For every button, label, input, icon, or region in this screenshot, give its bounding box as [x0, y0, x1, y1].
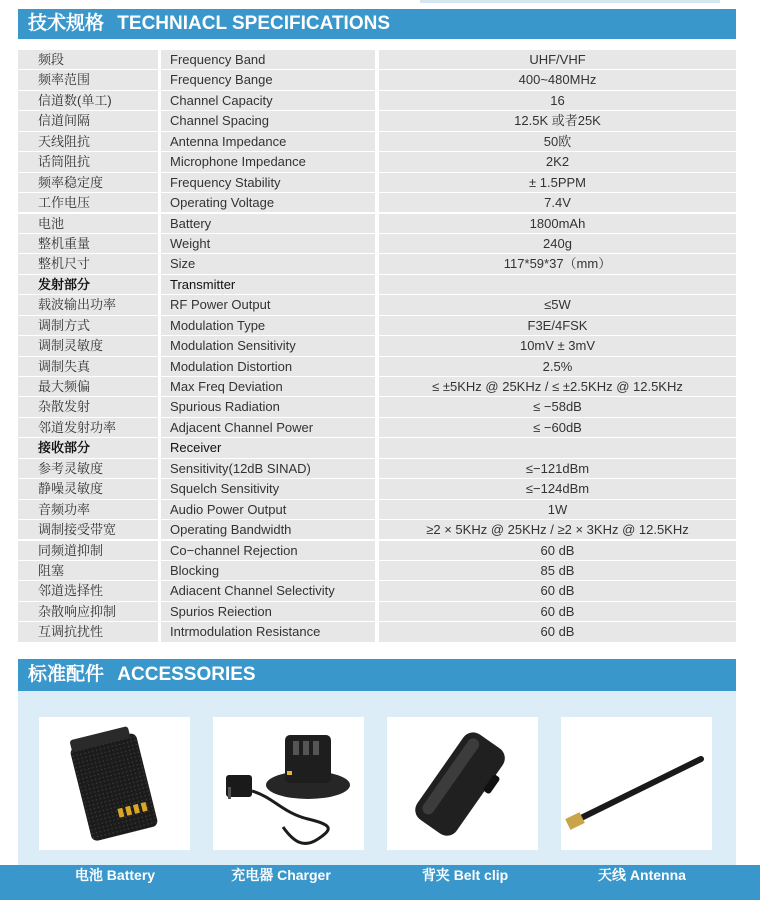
spec-label-zh: 频率范围: [18, 70, 158, 89]
spec-section-header: [18, 9, 736, 39]
spec-label-en: Receiver: [161, 438, 375, 457]
spec-label-en: Frequency Stability: [161, 173, 375, 192]
spec-label-en: Antenna Impedance: [161, 132, 375, 151]
spec-label-zh: 杂散发射: [18, 397, 158, 416]
spec-row: [18, 500, 736, 519]
accessory-card-antenna: [561, 717, 712, 850]
spec-row: [18, 459, 736, 478]
spec-row: [18, 622, 736, 641]
spec-row: [18, 254, 736, 273]
spec-value: ± 1.5PPM: [379, 173, 736, 192]
spec-row: [18, 357, 736, 376]
spec-value: ≤−121dBm: [379, 459, 736, 478]
spec-label-en: Modulation Sensitivity: [161, 336, 375, 355]
spec-label-en: Frequency Bange: [161, 70, 375, 89]
spec-value: 50欧: [379, 132, 736, 151]
spec-label-en: Spurious Radiation: [161, 397, 375, 416]
spec-value: F3E/4FSK: [379, 316, 736, 335]
spec-label-zh: 整机尺寸: [18, 254, 158, 273]
spec-label-zh: 调制接受带宽: [18, 520, 158, 539]
charger-icon: [213, 717, 364, 850]
spec-value: 10mV ± 3mV: [379, 336, 736, 355]
spec-section-row: [18, 275, 736, 294]
spec-row: [18, 336, 736, 355]
spec-label-zh: 邻道选择性: [18, 581, 158, 600]
spec-row: [18, 418, 736, 437]
battery-icon: [39, 717, 190, 850]
spec-label-en: Audio Power Output: [161, 500, 375, 519]
spec-row: [18, 316, 736, 335]
spec-label-en: Channel Capacity: [161, 91, 375, 110]
accessories-title-en: ACCESSORIES: [117, 664, 256, 685]
spec-label-en: Adjacent Channel Power: [161, 418, 375, 437]
spec-row: [18, 295, 736, 314]
accessory-label-battery: 电池 Battery: [74, 867, 156, 883]
spec-label-zh: 调制失真: [18, 357, 158, 376]
spec-label-en: Modulation Distortion: [161, 357, 375, 376]
spec-row: [18, 132, 736, 151]
spec-label-zh: 参考灵敏度: [18, 459, 158, 478]
spec-label-en: Microphone Impedance: [161, 152, 375, 171]
spec-row: [18, 581, 736, 600]
spec-value: 2.5%: [379, 357, 736, 376]
top-strip: [420, 0, 720, 3]
spec-row: [18, 193, 736, 212]
spec-value: 60 dB: [379, 541, 736, 560]
belt-clip-icon: [387, 717, 538, 850]
spec-row: [18, 214, 736, 233]
spec-value: 1W: [379, 500, 736, 519]
spec-row: [18, 111, 736, 130]
accessory-card-belt-clip: [387, 717, 538, 850]
spec-label-en: Squelch Sensitivity: [161, 479, 375, 498]
spec-row: [18, 50, 736, 69]
spec-label-en: Co−channel Rejection: [161, 541, 375, 560]
spec-label-zh: 阻塞: [18, 561, 158, 580]
spec-label-en: Adiacent Channel Selectivity: [161, 581, 375, 600]
spec-value: 1800mAh: [379, 214, 736, 233]
spec-label-zh: 最大频偏: [18, 377, 158, 396]
accessory-label-antenna: 天线 Antenna: [598, 867, 686, 883]
spec-label-zh: 静噪灵敏度: [18, 479, 158, 498]
spec-label-zh: 调制灵敏度: [18, 336, 158, 355]
spec-label-zh: 邻道发射功率: [18, 418, 158, 437]
spec-value: ≤5W: [379, 295, 736, 314]
spec-value: [379, 438, 736, 457]
spec-table: [18, 50, 736, 643]
spec-row: [18, 173, 736, 192]
spec-label-en: Frequency Band: [161, 50, 375, 69]
spec-value: ≤ −60dB: [379, 418, 736, 437]
spec-label-en: Spurios Reiection: [161, 602, 375, 621]
spec-row: [18, 541, 736, 560]
spec-row: [18, 91, 736, 110]
spec-label-zh: 同频道抑制: [18, 541, 158, 560]
spec-label-en: Transmitter: [161, 275, 375, 294]
accessory-label-belt-clip: 背夹 Belt clip: [421, 867, 509, 883]
spec-section-row: [18, 438, 736, 457]
spec-row: [18, 152, 736, 171]
spec-value: ≤ ±5KHz @ 25KHz / ≤ ±2.5KHz @ 12.5KHz: [379, 377, 736, 396]
spec-label-zh: 频段: [18, 50, 158, 69]
spec-label-en: Battery: [161, 214, 375, 233]
spec-label-zh: 信道间隔: [18, 111, 158, 130]
spec-value: ≤−124dBm: [379, 479, 736, 498]
spec-label-zh: 载波输出功率: [18, 295, 158, 314]
spec-value: 117*59*37（mm）: [379, 254, 736, 273]
spec-label-en: Weight: [161, 234, 375, 253]
spec-label-zh: 电池: [18, 214, 158, 233]
spec-value: 400~480MHz: [379, 70, 736, 89]
spec-value: 12.5K 或者25K: [379, 111, 736, 130]
spec-label-en: Operating Voltage: [161, 193, 375, 212]
spec-value: 16: [379, 91, 736, 110]
spec-value: 240g: [379, 234, 736, 253]
spec-row: [18, 602, 736, 621]
spec-label-zh: 工作电压: [18, 193, 158, 212]
accessory-label-charger: 充电器 Charger: [231, 867, 331, 883]
spec-label-en: Blocking: [161, 561, 375, 580]
spec-label-zh: 发射部分: [18, 275, 158, 294]
spec-label-zh: 接收部分: [18, 438, 158, 457]
spec-label-en: RF Power Output: [161, 295, 375, 314]
spec-label-zh: 频率稳定度: [18, 173, 158, 192]
accessories-section-header: [18, 659, 736, 691]
spec-title-en: TECHNIACL SPECIFICATIONS: [117, 13, 390, 34]
spec-row: [18, 234, 736, 253]
spec-row: [18, 520, 736, 539]
spec-value: UHF/VHF: [379, 50, 736, 69]
spec-label-zh: 天线阻抗: [18, 132, 158, 151]
spec-label-en: Size: [161, 254, 375, 273]
spec-label-en: Sensitivity(12dB SINAD): [161, 459, 375, 478]
spec-label-zh: 信道数(单工): [18, 91, 158, 110]
spec-label-zh: 话筒阻抗: [18, 152, 158, 171]
spec-row: [18, 561, 736, 580]
accessories-title-zh: 标准配件: [28, 664, 105, 685]
spec-label-zh: 调制方式: [18, 316, 158, 335]
spec-row: [18, 479, 736, 498]
accessory-card-charger: [213, 717, 364, 850]
spec-label-zh: 整机重量: [18, 234, 158, 253]
spec-value: 2K2: [379, 152, 736, 171]
spec-value: ≥2 × 5KHz @ 25KHz / ≥2 × 3KHz @ 12.5KHz: [379, 520, 736, 539]
spec-value: [379, 275, 736, 294]
spec-row: [18, 377, 736, 396]
spec-value: 7.4V: [379, 193, 736, 212]
spec-label-zh: 音频功率: [18, 500, 158, 519]
spec-label-en: Intrmodulation Resistance: [161, 622, 375, 641]
spec-value: ≤ −58dB: [379, 397, 736, 416]
spec-title-zh: 技术规格: [28, 13, 105, 34]
spec-value: 60 dB: [379, 622, 736, 641]
spec-value: 60 dB: [379, 602, 736, 621]
spec-value: 85 dB: [379, 561, 736, 580]
antenna-icon: [561, 717, 712, 850]
spec-label-en: Max Freq Deviation: [161, 377, 375, 396]
spec-label-zh: 互调抗扰性: [18, 622, 158, 641]
spec-row: [18, 397, 736, 416]
spec-row: [18, 70, 736, 89]
spec-label-zh: 杂散响应抑制: [18, 602, 158, 621]
spec-value: 60 dB: [379, 581, 736, 600]
spec-label-en: Operating Bandwidth: [161, 520, 375, 539]
accessory-card-battery: [39, 717, 190, 850]
spec-label-en: Channel Spacing: [161, 111, 375, 130]
spec-label-en: Modulation Type: [161, 316, 375, 335]
